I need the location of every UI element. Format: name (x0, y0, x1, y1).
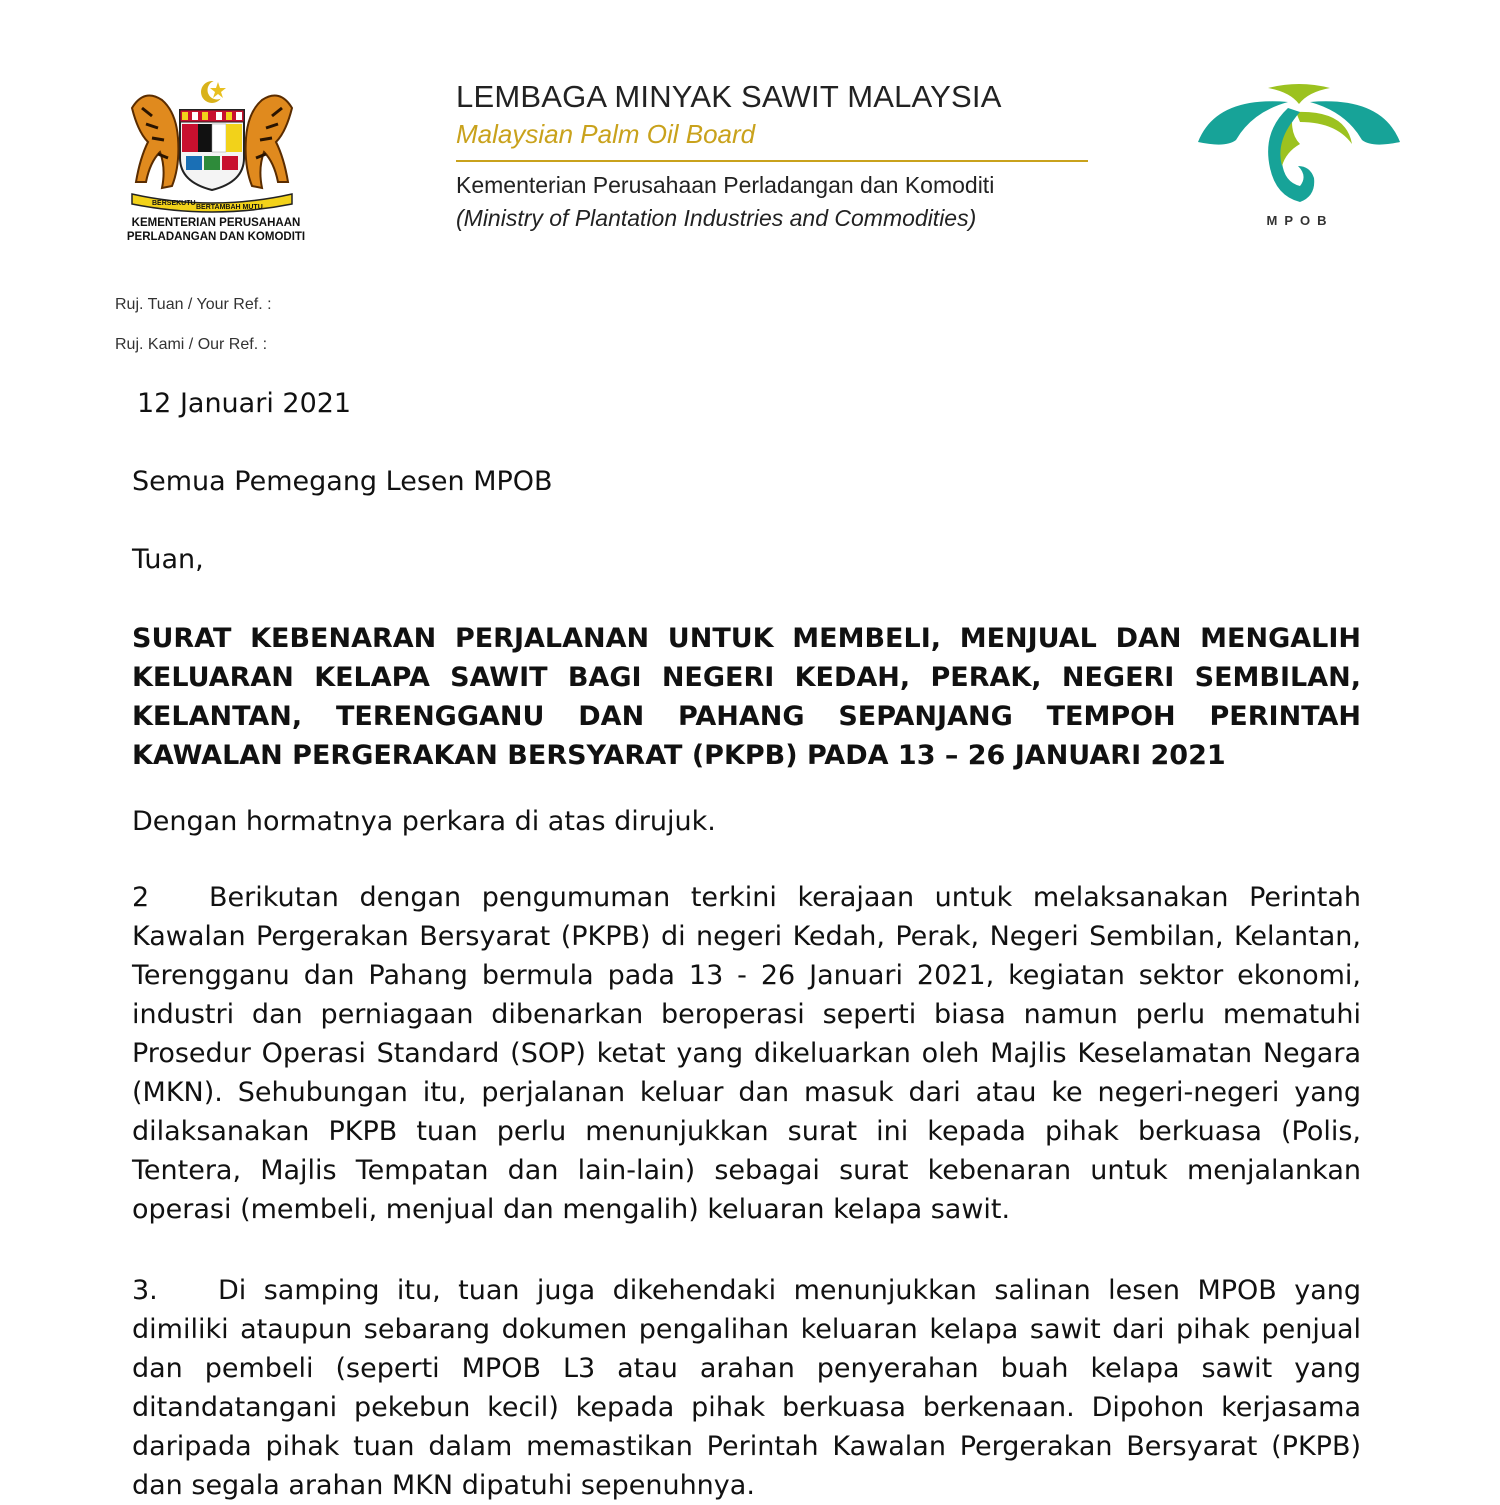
paragraph-3-text: Di samping itu, tuan juga dikehendaki menunjukkan salinan lesen MPOB yang dimiliki ataupun sebarang dokumen pengalihan keluaran kelapa sawit dari pihak penjual dan pembeli (seperti MPOB L3 atau arahan penyerahan buah kelapa sawit yang ditandatangani pekebun kecil) kepada pihak berkuasa berkenaan. Dipohon kerjasama daripada pihak tuan dalam memastikan Perintah Kawalan Pergerakan Bersyarat (PKPB) dan segala arahan MKN dipatuhi sepenuhnya. (132, 1275, 1361, 1501)
ministry-name: Kementerian Perusahaan Perladangan dan Komoditi (456, 172, 995, 198)
our-reference: Ruj. Kami / Our Ref. : (115, 336, 268, 353)
letter-date: 12 Januari 2021 (137, 388, 352, 419)
paragraph-2-text: Berikutan dengan pengumuman terkini kerajaan untuk melaksanakan Perintah Kawalan Pergerakan Bersyarat (PKPB) di negeri Kedah, Perak, Negeri Sembilan, Kelantan, Terengganu dan Pahang bermula pada 13 - 26 Januari 2021, kegiatan sektor ekonomi, industri dan perniagaan dibenarkan beroperasi seperti biasa namun perlu mematuhi Prosedur Operasi Standard (SOP) ketat yang dikeluarkan oleh Majlis Keselamatan Negara (MKN). Sehubungan itu, perjalanan keluar dan masuk dari atau ke negeri-negeri yang dilaksanakan PKPB tuan perlu menunjukkan surat ini kepada pihak berkuasa (Polis, Tentera, Majlis Tempatan dan lain-lain) sebagai surat kebenaran untuk menjalankan operasi (membeli, menjual dan mengalih) keluaran kelapa sawit. (132, 882, 1361, 1225)
crest-caption-line1: KEMENTERIAN PERUSAHAAN (131, 217, 301, 229)
crest-motto-left: BERSEKUTU (152, 200, 196, 207)
org-name-english: Malaysian Palm Oil Board (456, 119, 756, 149)
malaysia-coat-of-arms-logo (122, 78, 302, 213)
paragraph-3 (132, 1271, 1361, 1505)
letterhead-divider (456, 160, 1088, 162)
org-name: LEMBAGA MINYAK SAWIT MALAYSIA (456, 79, 1002, 114)
ministry-caption (100, 216, 332, 244)
mpob-logo (1196, 82, 1402, 210)
letter-recipient: Semua Pemegang Lesen MPOB (132, 466, 553, 497)
letter-subject: SURAT KEBENARAN PERJALANAN UNTUK MEMBELI, MENJUAL DAN MENGALIH KELUARAN KELAPA SAWIT BAGI NEGERI KEDAH, PERAK, NEGERI SEMBILAN, KELANTAN, TERENGGANU DAN PAHANG SEPANJANG TEMPOH PERINTAH KAWALAN PERGERAKAN BERSYARAT (PKPB) PADA 13 – 26 JANUARI 2021 (132, 623, 1361, 771)
paragraph-2-number: 2 (132, 882, 150, 913)
crest-caption-line2: PERLADANGAN DAN KOMODITI (126, 231, 306, 243)
paragraph-2 (132, 878, 1361, 1229)
your-reference: Ruj. Tuan / Your Ref. : (115, 296, 272, 313)
paragraph-3-number: 3. (132, 1275, 158, 1306)
paragraph-1: Dengan hormatnya perkara di atas dirujuk. (132, 806, 716, 837)
mpob-logo-text: MPOB (1266, 213, 1334, 228)
letter-salutation: Tuan, (132, 544, 204, 575)
ministry-name-english: (Ministry of Plantation Industries and Commodities) (456, 205, 977, 231)
crest-motto-right: BERTAMBAH MUTU (196, 204, 263, 211)
